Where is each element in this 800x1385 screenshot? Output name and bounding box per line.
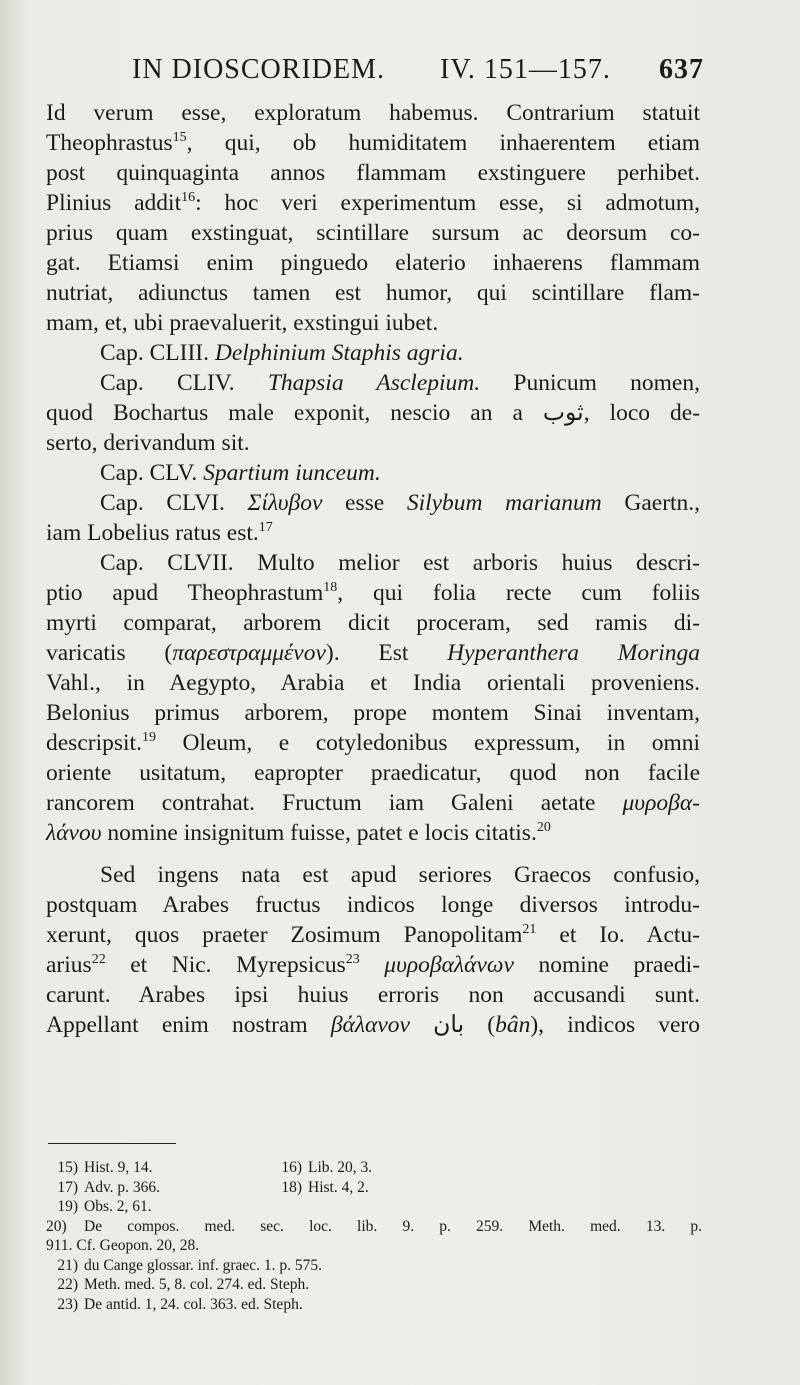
footnote-ref: 19 xyxy=(141,730,156,746)
plant-name: Spartium iunceum. xyxy=(203,460,381,486)
footnote-number: 15) xyxy=(57,1159,78,1176)
chapter-156: Cap. CLVI. Σίλυβον esse Silybum marianum Gaertn., xyxy=(100,490,701,516)
footnote-text: De antid. 1, 24. col. 363. ed. Steph. xyxy=(84,1295,303,1313)
text-line: Belonius primus arborem, prope montem Sinai inventam, xyxy=(46,700,700,726)
plant-name: Thapsia Asclepium. xyxy=(267,370,481,396)
text-line: xerunt, quos praeter Zosimum Panopolitam$^{21}$ et Io. Actu- xyxy=(46,922,700,948)
text-line: myrti comparat, arborem dicit proceram, sed ramis di- xyxy=(46,610,700,636)
text-line: mam, et, ubi praevaluerit, exstingui iubet. xyxy=(46,310,439,336)
text-line: post quinquaginta annos flammam exstinguere perhibet. xyxy=(46,160,700,186)
text-line: varicatis (παρεστραμμένον). Est Hyperanthera Moringa xyxy=(46,640,700,666)
footnote-text: Lib. 20, 3. xyxy=(308,1159,373,1176)
chapter-155: Cap. CLV. Spartium iunceum. xyxy=(100,460,381,486)
main-text xyxy=(46,98,700,1040)
plant-name: Delphinium Staphis agria. xyxy=(214,340,464,366)
footnote-number: 23) xyxy=(57,1295,78,1313)
plant-name: Silybum marianum xyxy=(406,490,602,516)
text-line: Theophrastus$^{15}$, qui, ob humiditatem inhaerentem etiam xyxy=(46,130,700,156)
footnote-ref: 23 xyxy=(345,952,360,968)
footnote-text: De compos. med. sec. loc. lib. 9. p. 259. Meth. med. 13. p. xyxy=(84,1217,702,1235)
text-line: λάνου nomine insignitum fuisse, patet e locis citatis.$^{20}$ xyxy=(46,820,551,846)
text-line: Appellant enim nostram βάλανον بان (bân), indicos vero xyxy=(46,1012,701,1038)
text-line: arius$^{22}$ et Nic. Myrepsicus$^{23}$ μυροβαλάνων nomine praedi- xyxy=(46,952,701,978)
footnote-row xyxy=(46,1178,702,1198)
footnote-text: Meth. med. 5, 8. col. 274. ed. Steph. xyxy=(84,1276,310,1293)
text-line: serto, derivandum sit. xyxy=(46,430,250,456)
text-line: ptio apud Theophrastum$^{18}$, qui folia recte cum foliis xyxy=(46,580,700,606)
footnote-number: 19) xyxy=(57,1198,78,1215)
footnote-ref: 22 xyxy=(91,952,106,968)
footnote-text: Adv. p. 366. xyxy=(84,1178,161,1196)
footnote-row xyxy=(46,1275,702,1295)
footnote-row xyxy=(46,1217,702,1237)
footnote-ref: 18 xyxy=(323,580,338,596)
arabic-word: ثوب xyxy=(542,400,584,426)
footnote-text: Hist. 4, 2. xyxy=(308,1178,369,1196)
footnote-ref: 21 xyxy=(522,922,537,938)
arabic-word: بان xyxy=(433,1012,465,1038)
text-line: Vahl., in Aegypto, Arabia et India orientali proveniens. xyxy=(46,670,700,696)
header-title: IN DIOSCORIDEM. xyxy=(132,54,385,85)
footnote-divider xyxy=(48,1143,176,1144)
transliteration: bân xyxy=(495,1012,531,1038)
footnote-ref: 17 xyxy=(258,520,273,536)
text-line: quod Bochartus male exponit, nescio an a ثوب, loco de- xyxy=(46,400,701,426)
greek-word: Σίλυβον xyxy=(247,490,323,516)
chapter-153: Cap. CLIII. Delphinium Staphis agria. xyxy=(100,340,464,366)
text-line: Sed ingens nata est apud seriores Graecos confusio, xyxy=(100,862,700,888)
text-line: postquam Arabes fructus indicos longe diversos introdu- xyxy=(46,892,700,918)
text-line: descripsit.$^{19}$ Oleum, e cotyledonibus expressum, in omni xyxy=(46,730,701,756)
footnote-row xyxy=(46,1295,702,1315)
greek-word: μυροβαλάνων xyxy=(384,952,514,978)
footnote-row xyxy=(46,1158,702,1178)
chapter-157: Cap. CLVII. Multo melior est arboris huius descri- xyxy=(100,550,700,576)
text-line: rancorem contrahat. Fructum iam Galeni aetate μυροβα- xyxy=(46,790,700,816)
footnote-number: 18) xyxy=(281,1178,302,1196)
running-header xyxy=(132,54,704,94)
header-chapter-range: IV. 151—157. xyxy=(440,54,611,85)
footnote-ref: 16 xyxy=(181,190,196,206)
footnote-continuation: 911. Cf. Geopon. 20, 28. xyxy=(46,1237,200,1254)
footnote-row xyxy=(46,1197,702,1217)
footnote-number: 16) xyxy=(281,1159,302,1176)
footnote-number: 22) xyxy=(57,1276,78,1293)
greek-word: λάνου xyxy=(46,820,102,846)
text-line: Plinius addit$^{16}$: hoc veri experimentum esse, si admotum, xyxy=(46,190,701,216)
chapter-154: Cap. CLIV. Thapsia Asclepium. Punicum nomen, xyxy=(100,370,700,396)
footnotes xyxy=(46,1158,702,1314)
footnote-ref: 15 xyxy=(172,130,187,146)
footnote-text: du Cange glossar. inf. graec. 1. p. 575. xyxy=(84,1256,323,1274)
text-line: iam Lobelius ratus est.$^{17}$ xyxy=(46,520,273,546)
text-line: gat. Etiamsi enim pinguedo elaterio inhaerens flammam xyxy=(46,250,700,276)
text-line: oriente usitatum, eapropter praedicatur, quod non facile xyxy=(46,760,700,786)
footnote-number: 17) xyxy=(57,1178,78,1196)
text-line: carunt. Arabes ipsi huius erroris non accusandi sunt. xyxy=(46,982,700,1008)
plant-name: Hyperanthera Moringa xyxy=(447,640,700,666)
footnote-text: Hist. 9, 14. xyxy=(84,1159,153,1176)
footnote-number: 21) xyxy=(57,1256,78,1274)
greek-word: βάλανον xyxy=(330,1012,410,1038)
footnote-text: Obs. 2, 61. xyxy=(84,1198,152,1215)
greek-word: μυροβα- xyxy=(622,790,700,816)
page-number: 637 xyxy=(659,54,704,85)
footnote-number: 20) xyxy=(46,1217,67,1235)
greek-word: παρεστραμμένον xyxy=(172,640,326,666)
text-line: Id verum esse, exploratum habemus. Contrarium statuit xyxy=(46,100,700,126)
footnote-ref: 20 xyxy=(536,820,551,836)
text-line: nutriat, adiunctus tamen est humor, qui scintillare flam- xyxy=(46,280,700,306)
text-line: prius quam exstinguat, scintillare sursum ac deorsum co- xyxy=(46,220,700,246)
footnote-row xyxy=(46,1256,702,1276)
